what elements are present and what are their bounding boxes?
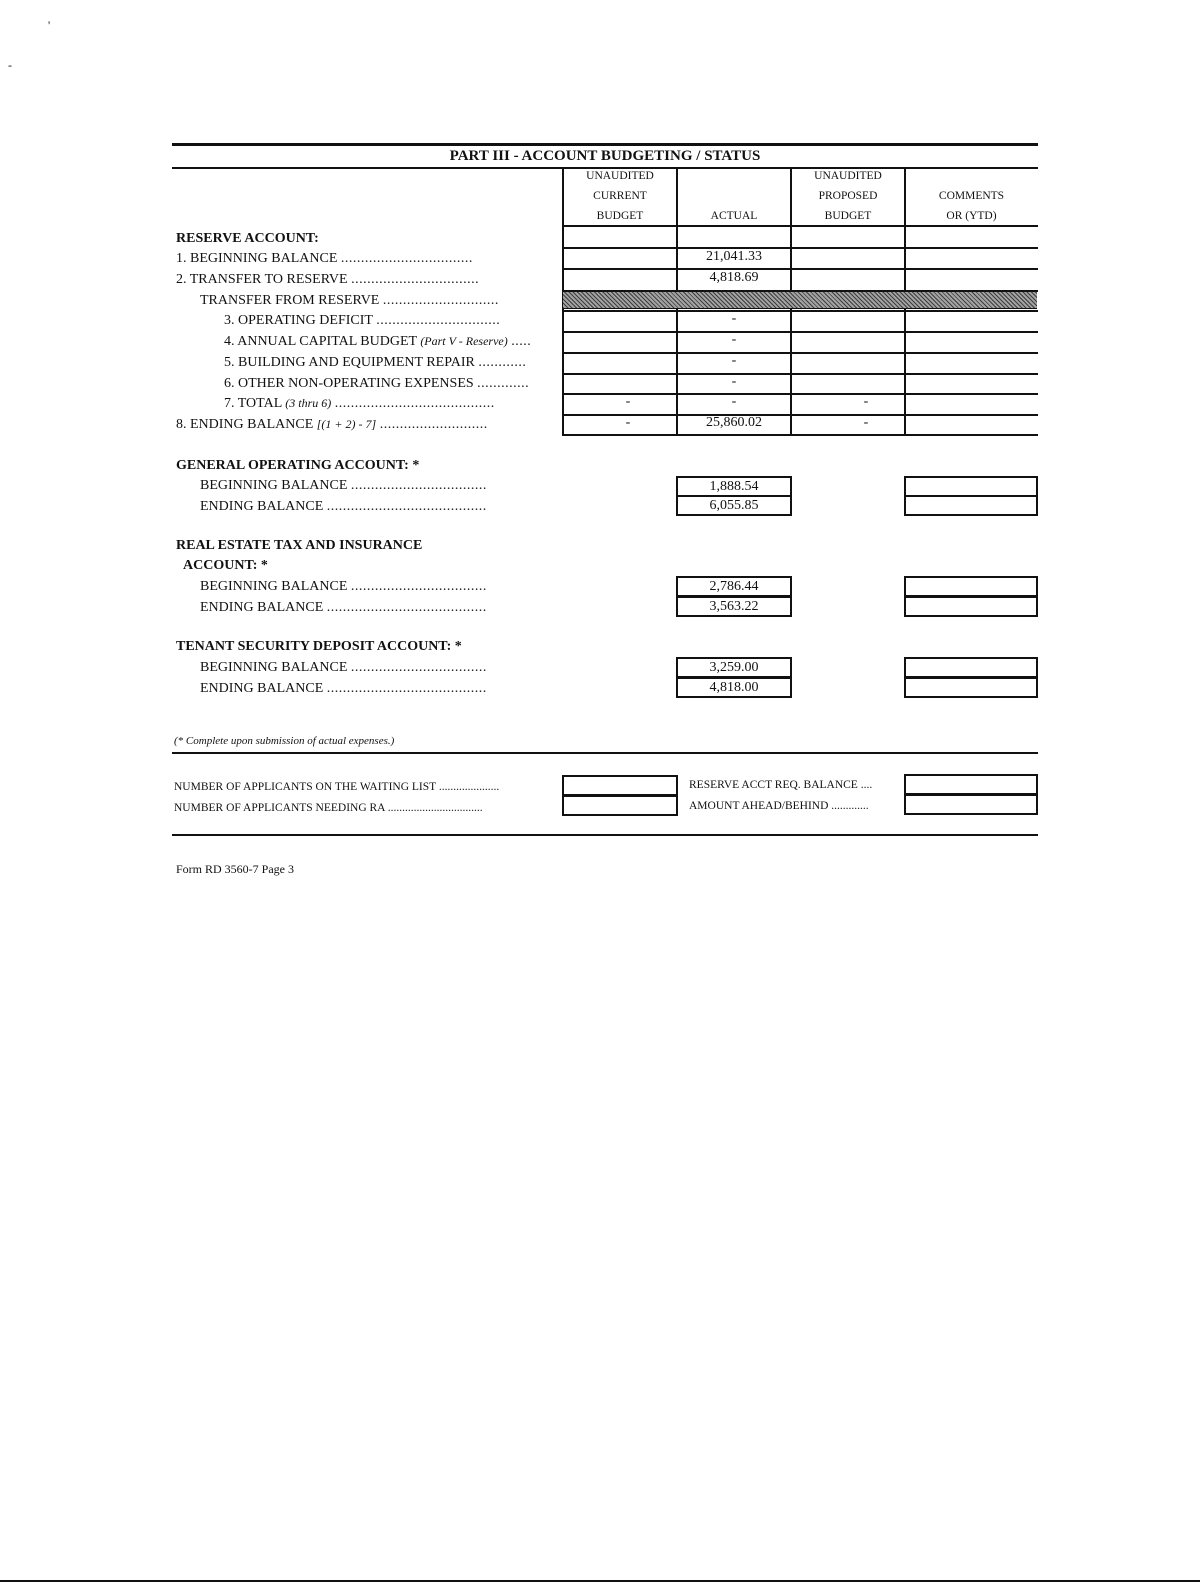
- tenant-ending-comment[interactable]: [904, 677, 1038, 698]
- value-beginning-actual[interactable]: 21,041.33: [706, 249, 762, 264]
- grid-line: [562, 352, 1038, 354]
- value-capital-actual[interactable]: -: [731, 332, 737, 347]
- row-label-annual-capital-budget: 4. ANNUAL CAPITAL BUDGET (Part V - Reserve) .....: [224, 334, 532, 349]
- waiting-list-input[interactable]: [562, 775, 678, 796]
- value-other-actual[interactable]: -: [731, 374, 737, 389]
- reserve-req-label: RESERVE ACCT REQ. BALANCE ....: [689, 779, 873, 791]
- ahead-behind-label: AMOUNT AHEAD/BEHIND .............: [689, 800, 869, 812]
- row-label-ending-balance: 8. ENDING BALANCE [(1 + 2) - 7] ...........................: [176, 417, 488, 432]
- bottom-rule: [172, 834, 1038, 836]
- waiting-list-label: NUMBER OF APPLICANTS ON THE WAITING LIST .....................: [174, 781, 500, 793]
- col-header-proposed: UNAUDITED PROPOSED BUDGET: [814, 170, 882, 222]
- ahead-behind-input[interactable]: [904, 794, 1038, 815]
- needing-ra-label: NUMBER OF APPLICANTS NEEDING RA .................................: [174, 802, 483, 814]
- general-ending-value[interactable]: 6,055.85: [676, 495, 792, 516]
- grid-line: [562, 434, 1038, 436]
- general-ending-label: ENDING BALANCE ........................................: [200, 499, 487, 514]
- real-estate-heading-2: ACCOUNT: *: [183, 558, 268, 573]
- footnote: (* Complete upon submission of actual expenses.): [174, 735, 395, 747]
- real-estate-beginning-comment[interactable]: [904, 576, 1038, 597]
- real-estate-beginning-value[interactable]: 2,786.44: [676, 576, 792, 597]
- real-estate-heading: REAL ESTATE TAX AND INSURANCE: [176, 538, 423, 553]
- value-total-actual[interactable]: -: [731, 394, 737, 409]
- real-estate-ending-comment[interactable]: [904, 596, 1038, 617]
- reserve-heading: RESERVE ACCOUNT:: [176, 231, 319, 246]
- grid-line: [562, 225, 1038, 227]
- general-beginning-label: BEGINNING BALANCE ..................................: [200, 478, 487, 493]
- row-label-transfer-to-reserve: 2. TRANSFER TO RESERVE ................................: [176, 272, 480, 287]
- value-ending-actual[interactable]: 25,860.02: [706, 415, 762, 430]
- tenant-ending-label: ENDING BALANCE ........................................: [200, 681, 487, 696]
- scan-mark: ': [48, 18, 51, 32]
- real-estate-ending-value[interactable]: 3,563.22: [676, 596, 792, 617]
- hatched-row-transfer-from-reserve: [563, 291, 1037, 309]
- row-label-total: 7. TOTAL (3 thru 6) ........................................: [224, 396, 495, 411]
- col-header-actual: ACTUAL: [710, 210, 758, 222]
- tenant-beginning-comment[interactable]: [904, 657, 1038, 678]
- grid-line: [562, 310, 1038, 312]
- row-label-transfer-from-reserve: TRANSFER FROM RESERVE .............................: [200, 293, 499, 308]
- tenant-beginning-label: BEGINNING BALANCE ..................................: [200, 660, 487, 675]
- value-total-proposed[interactable]: -: [863, 394, 869, 409]
- general-operating-heading: GENERAL OPERATING ACCOUNT: *: [176, 458, 420, 473]
- row-label-building-equipment-repair: 5. BUILDING AND EQUIPMENT REPAIR ............: [224, 355, 527, 370]
- general-beginning-value[interactable]: 1,888.54: [676, 476, 792, 497]
- tenant-beginning-value[interactable]: 3,259.00: [676, 657, 792, 678]
- form-footer: Form RD 3560-7 Page 3: [176, 862, 294, 876]
- value-total-current[interactable]: -: [625, 394, 631, 409]
- real-estate-beginning-label: BEGINNING BALANCE ..................................: [200, 579, 487, 594]
- grid-line: [562, 247, 1038, 249]
- row-label-other-non-operating: 6. OTHER NON-OPERATING EXPENSES .............: [224, 376, 530, 391]
- general-beginning-comment[interactable]: [904, 476, 1038, 497]
- note-rule: [172, 752, 1038, 754]
- value-deficit-actual[interactable]: -: [731, 311, 737, 326]
- col-header-current: UNAUDITED CURRENT BUDGET: [586, 170, 654, 222]
- scan-mark: -: [8, 58, 12, 72]
- value-transfer-actual[interactable]: 4,818.69: [709, 270, 759, 285]
- value-ending-current[interactable]: -: [625, 415, 631, 430]
- tenant-ending-value[interactable]: 4,818.00: [676, 677, 792, 698]
- page-edge: [0, 1580, 1200, 1582]
- grid-line: [562, 268, 1038, 270]
- row-label-operating-deficit: 3. OPERATING DEFICIT ...............................: [224, 313, 501, 328]
- needing-ra-input[interactable]: [562, 795, 678, 816]
- grid-line: [562, 331, 1038, 333]
- tenant-security-heading: TENANT SECURITY DEPOSIT ACCOUNT: *: [176, 639, 462, 654]
- value-ending-proposed[interactable]: -: [863, 415, 869, 430]
- col-header-comments: COMMENTS OR (YTD): [938, 190, 1005, 222]
- reserve-req-input[interactable]: [904, 774, 1038, 795]
- top-rule: [172, 143, 1038, 146]
- grid-line: [562, 373, 1038, 375]
- real-estate-ending-label: ENDING BALANCE ........................................: [200, 600, 487, 615]
- form-title: PART III - ACCOUNT BUDGETING / STATUS: [449, 148, 761, 164]
- row-label-beginning-balance: 1. BEGINNING BALANCE .................................: [176, 251, 473, 266]
- general-ending-comment[interactable]: [904, 495, 1038, 516]
- value-repair-actual[interactable]: -: [731, 353, 737, 368]
